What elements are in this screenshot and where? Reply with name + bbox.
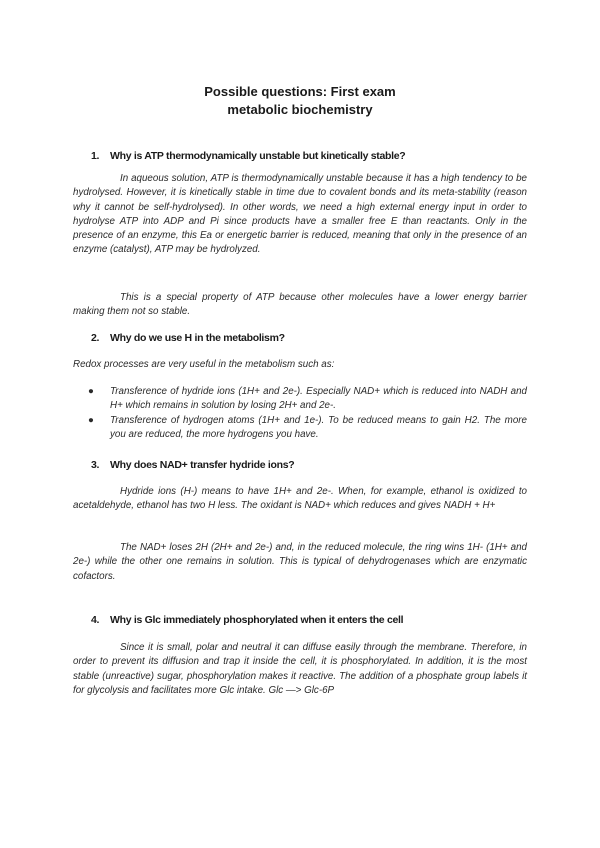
question-3-heading [91, 459, 294, 471]
answer-1-paragraph-1: In aqueous solution, ATP is thermodynamically unstable because it has a high tendency to be hydrolysed. However, it is kinetically stable in time due to covalent bonds and its meta-stability (reason why it cannot be self-hydrolysed). In other words, we need a high external energy input in order to hydrolyse ATP into ADP and Pi since products have a smaller free E than reactants. Only in the presence of an enzyme, this Ea or energetic barrier is reduced, meaning that only in the presence of an enzyme (catalyst), ATP may be hydrolyzed. [73, 173, 527, 256]
question-1-heading [91, 150, 405, 162]
question-4-heading [91, 614, 403, 626]
title-line-1: Possible questions: First exam [204, 84, 396, 99]
answer-2-bullet-list [73, 385, 527, 442]
answer-3-paragraph-2: The NAD+ loses 2H (2H+ and 2e-) and, in the reduced molecule, the ring wins 1H- (1H+ and 2e-) while the other one remains in solution. This is typical of dehydrogenases which are enzymatic cofactors. [73, 542, 527, 582]
question-number: 4. [91, 614, 100, 626]
question-text: Why do we use H in the metabolism? [110, 332, 285, 344]
question-text: Why does NAD+ transfer hydride ions? [110, 459, 295, 471]
answer-4-paragraph-1: Since it is small, polar and neutral it can diffuse easily through the membrane. Therefore, in order to prevent its diffusion and trap it inside the cell, it is phosphorylated. In addition, it is the most stable (unreactive) sugar, phosphorylation makes it reactive. The addition of a phosphate group labels it for glycolysis and facilitates more Glc intake. Glc —> Glc-6P [73, 642, 527, 696]
question-number: 3. [91, 459, 100, 471]
bullet-icon: ● [88, 386, 94, 397]
answer-3-paragraph-1: Hydride ions (H-) means to have 1H+ and 2e-. When, for example, ethanol is oxidized to acetaldehyde, ethanol has two H less. The oxidant is NAD+ which reduces and gives NADH + H+ [73, 486, 527, 512]
list-item-text: Transference of hydrogen atoms (1H+ and 1e-). To be reduced means to gain H2. The more you are reduced, the more hydrogens you have. [110, 414, 527, 440]
question-2-heading [91, 332, 285, 344]
list-item [73, 414, 527, 443]
answer-1-paragraph-2: This is a special property of ATP because other molecules have a lower energy barrier making them not so stable. [73, 292, 527, 318]
title-line-2: metabolic biochemistry [227, 102, 373, 117]
question-number: 1. [91, 150, 100, 162]
answer-2-intro: Redox processes are very useful in the metabolism such as: [73, 359, 335, 370]
list-item [73, 385, 527, 414]
list-item-text: Transference of hydride ions (1H+ and 2e-). Especially NAD+ which is reduced into NADH and H+ which remains in solution by losing 2H+ and 2e-. [110, 386, 527, 412]
question-text: Why is ATP thermodynamically unstable but kinetically stable? [110, 150, 406, 162]
bullet-icon: ● [88, 414, 94, 426]
document-title [0, 83, 600, 119]
question-number: 2. [91, 332, 100, 344]
question-text: Why is Glc immediately phosphorylated when it enters the cell [110, 614, 404, 626]
